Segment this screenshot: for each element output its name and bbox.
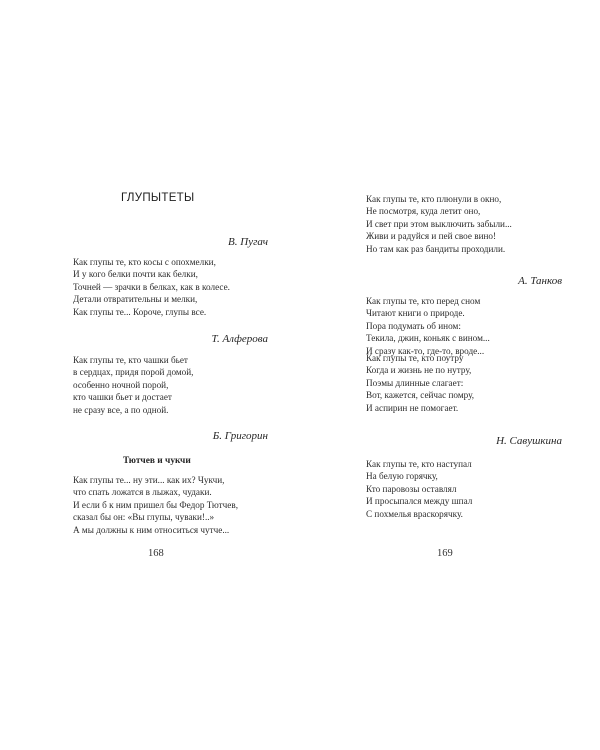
stanza-tankov-1: [366, 295, 490, 357]
verse-line: Текила, джин, коньяк с вином...: [366, 333, 490, 344]
verse-line: что спать ложатся в лыжах, чудаки.: [73, 487, 212, 498]
verse-line: Как глупы те, кто плюнули в окно,: [366, 194, 502, 204]
verse-line: Как глупы те... ну эти... как их? Чукчи,: [73, 475, 225, 485]
verse-line: Живи и радуйся и пей свое вино!: [366, 231, 497, 242]
verse-line: Пора подумать об ином:: [366, 320, 461, 331]
verse-line: И просыпался между шпал: [366, 496, 473, 507]
page-number: 169: [437, 548, 453, 559]
poem-title: ГЛУПЫТЕТЫ: [121, 192, 195, 204]
author-pugach: В. Пугач: [228, 236, 268, 248]
verse-line: С похмелья враскорячку.: [366, 508, 463, 519]
author-tankov: А. Танков: [518, 275, 562, 287]
verse-line: Как глупы те... Короче, глупы все.: [73, 306, 207, 317]
verse-line: И аспирин не помогает.: [366, 402, 459, 413]
verse-line: И свет при этом выключить забыли...: [366, 218, 512, 229]
verse-line: в сердцах, придя порой домой,: [73, 367, 194, 378]
author-alferova: Т. Алферова: [211, 333, 268, 345]
author-grigorin: Б. Григорин: [212, 430, 268, 442]
verse-line: Точней — зрачки в белках, как в колесе.: [73, 281, 230, 292]
verse-line: кто чашки бьет и достает: [73, 392, 172, 403]
verse-line: Но там как раз бандиты проходили.: [366, 243, 506, 254]
verse-line: А мы должны к ним относиться чутче...: [73, 524, 230, 535]
verse-line: Как глупы те, кто перед сном: [366, 296, 481, 306]
author-savushkina: Н. Савушкина: [496, 435, 562, 447]
page-number: 168: [148, 548, 164, 559]
stanza-tankov-2: [366, 352, 474, 414]
verse-line: Как глупы те, кто наступал: [366, 459, 472, 469]
stanza-pugach: [73, 256, 230, 318]
verse-line: Как глупы те, кто чашки бьет: [73, 355, 188, 365]
verse-line: Поэмы длинные слагает:: [366, 377, 464, 388]
verse-line: Вот, кажется, сейчас помру,: [366, 390, 475, 401]
verse-line: И у кого белки почти как белки,: [73, 269, 198, 280]
verse-line: Читают книги о природе.: [366, 308, 465, 319]
stanza-savushkina: [366, 458, 472, 520]
verse-line: особенно ночной порой,: [73, 379, 169, 390]
right-page: [300, 0, 600, 750]
verse-line: И если б к ним пришел бы Федор Тютчев,: [73, 499, 239, 510]
verse-line: Как глупы те, кто поутру: [366, 353, 464, 363]
poem-subtitle: Тютчев и чукчи: [123, 456, 191, 466]
verse-line: Когда и жизнь не по нутру,: [366, 365, 472, 376]
verse-line: Как глупы те, кто косы с опохмелки,: [73, 257, 216, 267]
verse-line: сказал бы он: «Вы глупы, чуваки!..»: [73, 512, 215, 523]
verse-line: не сразу все, а по одной.: [73, 404, 169, 415]
verse-line: Кто паровозы оставлял: [366, 483, 457, 494]
verse-line: Детали отвратительны и мелки,: [73, 294, 198, 305]
stanza-alferova: [73, 354, 193, 416]
stanza-anonymous: [366, 193, 512, 255]
verse-line: На белую горячку,: [366, 471, 438, 482]
verse-line: И сразу как-то, где-то, вроде...: [366, 345, 485, 356]
verse-line: Не посмотря, куда летит оно,: [366, 206, 481, 217]
stanza-grigorin: [73, 474, 238, 536]
